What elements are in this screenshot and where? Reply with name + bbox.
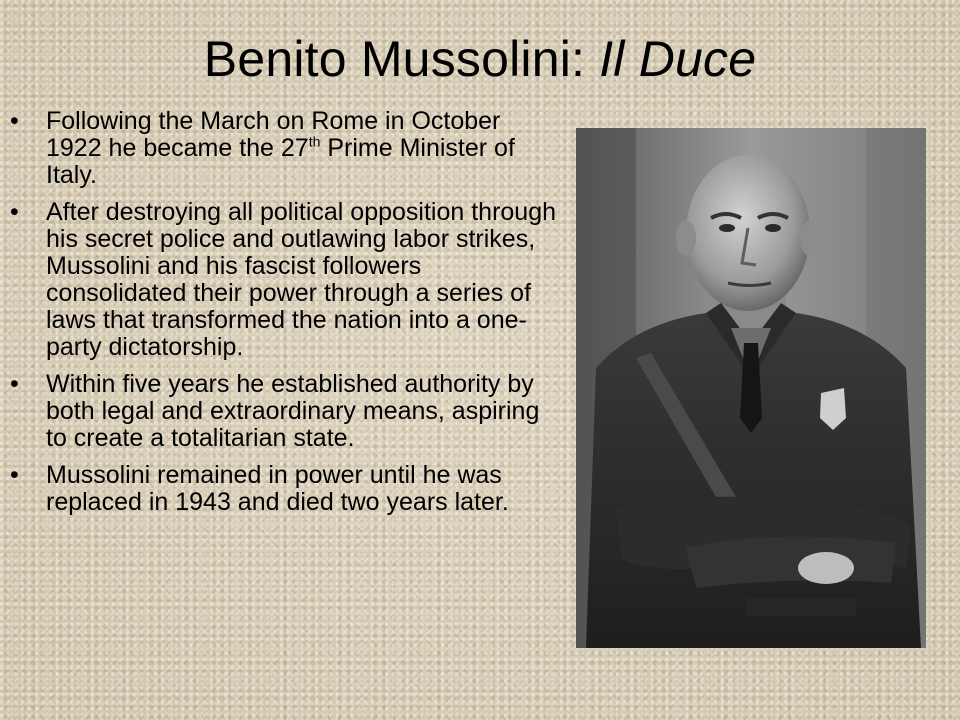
bullet-text-1a: Following the March on Rome in October 1922 he became the 27 <box>46 107 501 162</box>
bullet-item-1 <box>0 108 560 189</box>
bullet-dot-icon: • <box>10 198 19 226</box>
bullet-item-4 <box>0 462 560 516</box>
bullet-text-3: Within five years he established authority by both legal and extraordinary means, aspiring to create a totalitarian state. <box>46 370 540 452</box>
bullet-text-4: Mussolini remained in power until he was replaced in 1943 and died two years later. <box>46 461 509 516</box>
slide-title-italic: Il Duce <box>599 31 757 87</box>
bullet-dot-icon: • <box>10 370 19 398</box>
bullet-list <box>0 108 560 526</box>
bullet-text-2: After destroying all political opposition through his secret police and outlawing labor strikes, Mussolini and his fascist followers consolidated their power through a series of laws that transformed the nation into a one-party dictatorship. <box>46 198 557 361</box>
bullet-item-2 <box>0 199 560 361</box>
portrait-photo <box>576 128 926 648</box>
slide-title-main: Benito Mussolini: <box>203 31 600 87</box>
bullet-text-1b: Prime Minister of Italy. <box>46 134 515 189</box>
bullet-dot-icon: • <box>10 107 19 135</box>
portrait-illustration <box>576 128 926 648</box>
slide-title <box>0 28 960 90</box>
bullet-dot-icon: • <box>10 461 19 489</box>
bullet-item-3 <box>0 371 560 452</box>
bullet-text-1-sup: th <box>308 133 321 150</box>
